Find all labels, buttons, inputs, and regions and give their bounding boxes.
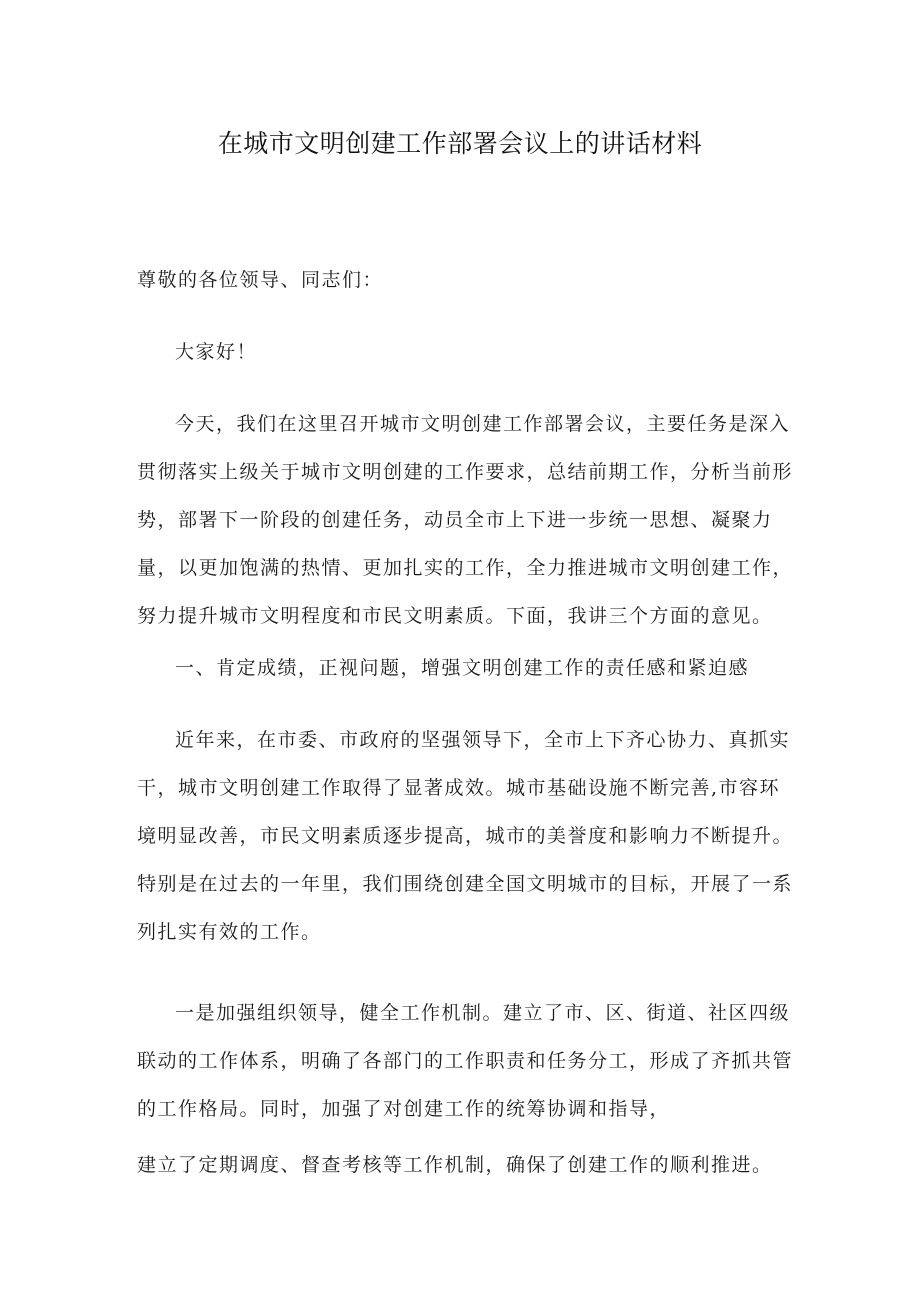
salutation: 尊敬的各位领导、同志们：	[137, 269, 384, 291]
section-heading-one: 一、肯定成绩，正视问题，增强文明创建工作的责任感和紧迫感	[175, 657, 750, 679]
greeting: 大家好！	[175, 341, 258, 363]
paragraph-opening: 今天，我们在这里召开城市文明创建工作部署会议，主要任务是深入贯彻落实上级关于城市文明创建的工作要求，总结前期工作，分析当前形势，部署下一阶段的创建任务，动员全市上下进一步统一思想、凝聚力量，以更加饱满的热情、更加扎实的工作，全力推进城市文明创建工作，努力提升城市文明程度和市民文明素质。下面，我讲三个方面的意见。	[137, 413, 794, 627]
document-title: 在城市文明创建工作部署会议上的讲话材料	[217, 129, 703, 158]
paragraph-organization: 一是加强组织领导，健全工作机制。建立了市、区、街道、社区四级联动的工作体系，明确了各部门的工作职责和任务分工，形成了齐抓共管的工作格局。同时，加强了对创建工作的统筹协调和指导，	[137, 1002, 794, 1120]
paragraph-achievements: 近年来，在市委、市政府的坚强领导下，全市上下齐心协力、真抓实干，城市文明创建工作取得了显著成效。城市基础设施不断完善,市容环境明显改善，市民文明素质逐步提高，城市的美誉度和影响力不断提升。特别是在过去的一年里，我们围绕创建全国文明城市的目标，开展了一系列扎实有效的工作。	[137, 729, 794, 943]
paragraph-organization-continued: 建立了定期调度、督查考核等工作机制，确保了创建工作的顺利推进。	[137, 1154, 773, 1176]
